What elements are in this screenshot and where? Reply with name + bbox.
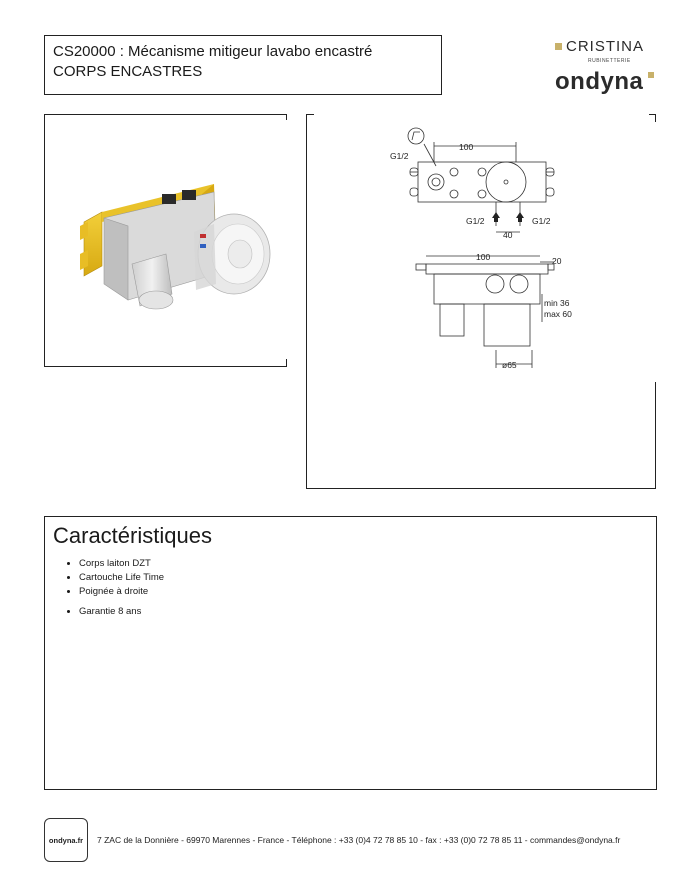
- dim-depth-min: min 36: [544, 298, 570, 308]
- cristina-logo: [555, 38, 655, 68]
- dim-top-width: 100: [459, 142, 474, 152]
- dim-side-width: 100: [476, 252, 491, 262]
- cristina-name: CRISTINA: [566, 38, 645, 55]
- dimension-drawing: [306, 114, 656, 489]
- footer-logo-text: ondyna.fr: [48, 835, 84, 845]
- cristina-square-icon: [555, 43, 562, 50]
- dim-inlet-left: G1/2: [390, 151, 409, 161]
- mixer-body-image: [44, 114, 287, 367]
- footer-address: 7 ZAC de la Donnière - 69970 Marennes - France - Téléphone : +33 (0)4 72 78 85 10 - fax : +33 (0)0 72 78 85 11 - commandes@ondyna.fr: [97, 835, 621, 845]
- technical-drawing-frame: [306, 114, 656, 489]
- ondyna-square-icon: [648, 72, 654, 78]
- list-item: • Garantie 8 ans: [79, 605, 164, 619]
- footer-logo: [44, 818, 88, 862]
- product-photo-frame: [44, 114, 287, 367]
- characteristics-list: [65, 557, 164, 619]
- dim-side-right: 20: [552, 256, 562, 266]
- ondyna-logo: [555, 68, 665, 98]
- dim-inlet-bottom-right: G1/2: [532, 216, 551, 226]
- title-box: [44, 35, 442, 95]
- dim-diameter: ø65: [502, 360, 517, 370]
- characteristics-section: [44, 516, 657, 790]
- product-title: CS20000 : Mécanisme mitigeur lavabo encastré: [53, 43, 373, 60]
- list-item: • Poignée à droite: [79, 585, 164, 599]
- product-category: CORPS ENCASTRES: [53, 63, 203, 80]
- ondyna-name: ondyna: [555, 68, 644, 95]
- characteristics-title: Caractéristiques: [53, 523, 212, 548]
- cristina-sub: RUBINETTERIE: [588, 58, 631, 64]
- dim-spacing: 40: [503, 230, 513, 240]
- list-item: • Cartouche Life Time: [79, 571, 164, 585]
- dim-inlet-bottom-left: G1/2: [466, 216, 485, 226]
- list-item: • Corps laiton DZT: [79, 557, 164, 571]
- dim-depth-max: max 60: [544, 309, 572, 319]
